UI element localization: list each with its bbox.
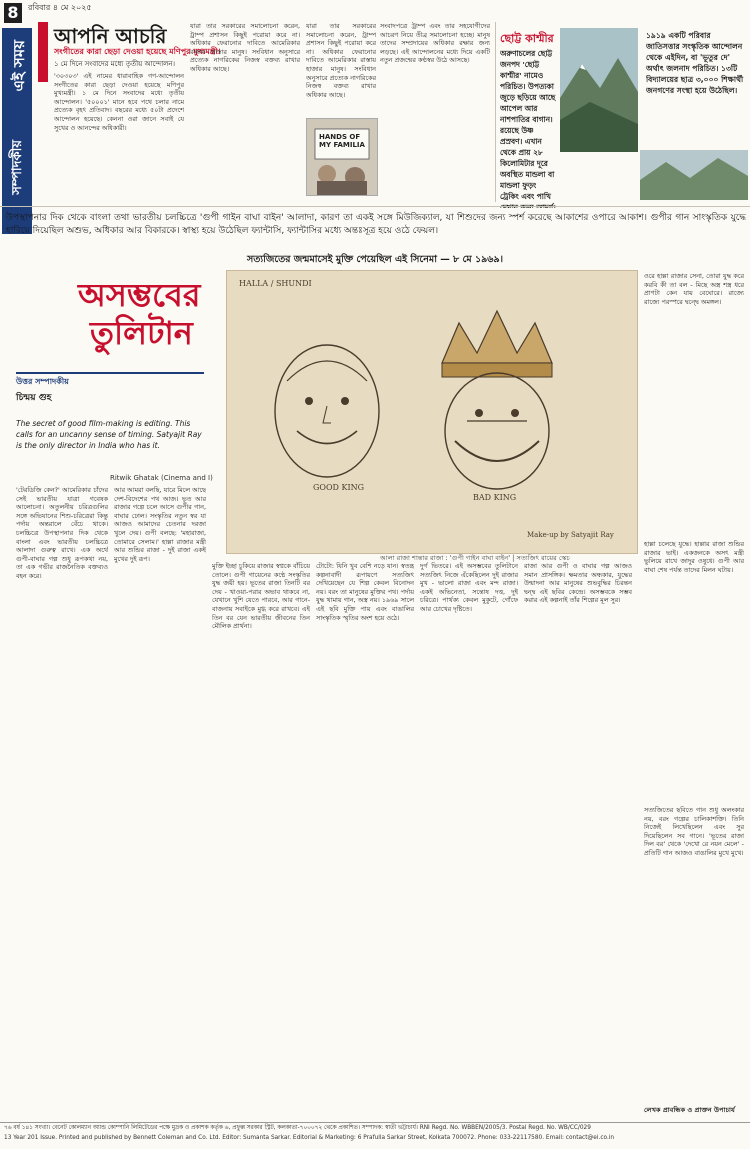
banner-tagline: সত্যজিতের জন্মমাসেই মুক্তি পেয়েছিল এই সিনেমা — ৮ মে ১৯৬৯।	[246, 254, 504, 265]
sidebar-text: অরুণাচলের ছোট্ট জনপদ 'ছোট্ট কাশ্মীর' নামেও পরিচিত। উপত্যকা জুড়ে ছড়িয়ে আছে আপেল আর নাশপাতির বাগান। রয়েছে উষ্ণ প্রস্রবণ। এখান থেকে প্রায় ২৮ কিলোমিটার দূরে অবস্থিত মান্ডলা বা মান্ডলা ফুড়ং ট্রেকিং এবং পাখি	[500, 49, 556, 201]
body-column-3: মুক্তি ইচ্ছা চুকিয়ে রাজার স্বপ্নকে বাঁচিয়ে তোলে। গুপী গায়েনের কণ্ঠে সংস্কৃতির যুদ্ধ জয়ী হয়। ভূতের রাজা তিনটি বর দেয় - খাওয়া-পরার অভাব থাকবে না, যেখানে খুশি যেতে পারবে, আর গানে-বাজনায় সবাইকে মুগ্ধ করে রাখবে। এই তিন বর যেন ভারতীয় জীবনের তিন মৌলিক প্রার্থনা।	[212, 562, 310, 631]
section-label: সম্পাদকীয়	[10, 140, 25, 195]
right-column-2: হাল্লা চলেছে যুদ্ধে। হাল্লার রাজা শুন্ডির রাজার ভাই। একজনকে অসৎ মন্ত্রী ভুলিয়ে রাখে জাদুর ওষুধে। গুপী আর বাঘা শেষ পর্যন্ত তাদের মিলন ঘটায়।	[644, 540, 744, 574]
top-subhead: সংগীতের কারা ছেড়া দেওয়া হয়েছে মণিপুর মুখ্যমন্ত্রী।	[54, 47, 221, 56]
top-headline: আপনি আচরি	[54, 24, 167, 48]
sketch-credit: Make-up by Satyajit Ray	[527, 531, 614, 539]
epigraph-attribution: Ritwik Ghatak (Cinema and I)	[110, 474, 213, 482]
landscape-photo-art	[640, 150, 748, 200]
body-column-1: 'টেরডিজি কেন?' আমেরিকার চাঁদের সেই ভারতীয় যাত্রা গবেষক আলোচনা। অতুলনীয় চরিত্রগুলির সঙ্গে অভিযানের শিশু-চরিত্রেরা কিন্তু পর্দায় অন্তরালে বেঁচে থাকে। চলচ্চিত্রে উপস্থাপনার দিক থেকে বাংলা এবং ভারতীয় চলচ্চিত্রে আলাদা গুরুত্ব রাখে। এক অর্থে গুপী-বাঘার গল্প শুধু রূপকথা নয়, তা এক গভীর রাজনৈতিক বক্তব্যও বহন করে।	[16, 486, 108, 580]
date-line: রবিবার ৪ মে ২০২৫	[28, 3, 92, 12]
sketch-label-top: HALLA / SHUNDI	[239, 279, 312, 288]
protest-photo	[306, 118, 378, 196]
body-column-6: রাজা আর গুপী ও বাঘার গল্প আজও সমান প্রাসঙ্গিক। ক্ষমতার অন্ধকার, যুদ্ধের উন্মাদনা আর মানুষের শুভবুদ্ধির চিরন্তন দ্বন্দ্ব এই ছবির কেন্দ্রে। অসম্ভবকে সম্ভব করার এই কল্পনাই তাঁর শিল্পের মূল সুর।	[524, 562, 632, 605]
article-title-line-2: তুলিটান	[90, 314, 193, 352]
top-column-1: '৩০৩০৩' এই নামের ধারাবাহিক গণ-আন্দোলন সংগীতের কারা ছেড়া দেওয়া হয়েছে মণিপুর মুখ্যমন্ত্রী। ১ মে দিনে সংবাদের মধ্যে তৃতীয় আন্দোলন। '৫০০০১' মানে হবে পথে চলার নামে প্রত্যেক বৃহৎ প্রতিবাদ। বছরের মধ্যে ৫০টা প্রদেশে আন্দোলন হয়েছে। কেননা ওরা জানে সবাই যে সুখের ও আনন্দের অধিকারী।	[54, 72, 184, 132]
page-number: 8	[4, 3, 22, 23]
protest-photo-art	[307, 119, 377, 195]
epigraph-quote: The secret of good film-making is editing. This calls for an uncanny sense of timing. Satyajit Ray is the only director in India who has it.	[16, 419, 202, 450]
brand-title: এই সময়	[10, 40, 28, 92]
right-column-1: ওরে হাল্লা রাজার সেনা, তোরা যুদ্ধ করে করবি কী তা বল - মিছে অস্ত্র শস্ত্র ধরে প্রাণটা কেন যায় বেঘোরে। রাজ্যে রাজ্যে পরস্পরে দ্বন্দ্বে অমঙ্গল।	[644, 272, 744, 306]
author-role: উত্তর সম্পাদকীয়	[16, 377, 69, 386]
footer-line-2: 13 Year 201 Issue. Printed and published by Bennett Coleman and Co. Ltd. Editor: Sumanta Sarkar. Editorial & Marketing: 6 Prafulla Sarkar Street, Kolkata 700072. Phone: 033-22117580. Email: contact@ei.co.in	[4, 1134, 615, 1141]
footer-line-1: ৭৬ বর্ষ ১৪১ সংখ্যা। বেনেট কোলম্যান অ্যান্ড কোম্পানি লিমিটেডের পক্ষে মুদ্রক ও প্রকাশক কর্তৃক ৬, প্রফুল্ল সরকার স্ট্রিট, কলকাতা-৭০০০৭২ থেকে প্রকাশিত। সম্পাদক: স্বাতী ভট্টাচার্য। RNI Regd. No. WBBEN/2005/3. Postal Regd. No. WB/CC/029	[4, 1125, 591, 1131]
top-subhead-2: ১ মে দিনে সংবাদের মধ্যে তৃতীয় আন্দোলন।	[54, 60, 176, 68]
red-accent-bar	[38, 22, 48, 82]
body-column-5: দুর্গ ভিতরে। এই অসম্ভবের তুলিটানে সত্যজিৎ নিজে এঁকেছিলেন দুই রাজার মুখ - ভালো রাজা এবং মন্দ রাজা। একই অভিনেতা, সন্তোষ দত্ত, দুই চরিত্রে। পার্থক্য কেবল মুকুটে, গোঁফে আর চোখের দৃষ্টিতে।	[420, 562, 518, 613]
footer	[0, 1122, 750, 1149]
top-column-2: যারা তার সরকারের সমালোচনা করেন, ট্রাম্প প্রশাসন কিছুই পরোয়া করে না। অধিকার ফেরানোর দাবিতে আমেরিকার রাস্তায় হাজার মানুষ। সংবিধান অনুসারে প্রত্যেক নাগরিকের নিজস্ব বক্তব্য রাখার অধিকার আছে।	[190, 22, 300, 73]
sidebar-label: ছোট্ট কাশ্মীর	[500, 32, 554, 45]
right-column-3: সত্যজিতের ছবিতে গান শুধু অলংকার নয়, বরং গল্পের চালিকাশক্তি। তিনি নিজেই লিখেছিলেন এবং সুর দিয়েছিলেন সব গানে। 'ভূতের রাজা দিল বর' থেকে 'দেখো রে নয়ন মেলে' - প্রতিটি গান আজও বাঙালির মুখে মুখে।	[644, 806, 744, 857]
banner-text: উপস্থাপনার দিক থেকে বাংলা তথা ভারতীয় চলচ্চিত্রে 'গুপী গাইন বাঘা বাইন' আলাদা, কারণ তা একই সঙ্গে মিউজিক্যাল, যা শিশুদের জন্য স্পর্শ করেছে আকাশের ওপারে আকাশ। গুপীর গান সাংস্কৃতিক যুদ্ধে হারিয়ে দিয়েছিল অশুভ, অধিকার আর বিকারকে। স্বাস্থ্য হয়ে উঠেছিল ফ্যান্টাসি, ফ্যান্টাসির মধ্যে অন্তঃসূত্র হয়ে ওঠে ফেয়ল।	[6, 213, 746, 236]
sketch-art	[227, 271, 637, 553]
landscape-photo	[640, 150, 748, 200]
body-column-2: আর আমরা বলছি, যারে মিলে আছে দেশ-বিদেশের পথ আজ। ভূত আর রাজার গল্পে চলে আসে গুপীর গান, বাঘার ঢোল। সংস্কৃতির নতুন স্বর যা আজও আমাদের চেতনার দরজা খুলে দেয়। গুপী বলছে: 'মহারাজা, তোমারে সেলাম।' হাল্লা রাজার মন্ত্রী আর শুন্ডির রাজা - দুই রাজা একই মুখের দুই রূপ।	[114, 486, 206, 563]
sketch-label-good: GOOD KING	[313, 483, 364, 492]
top-column-3: সংবাদপত্রে ট্রাম্প এবং তার সহযোগীদের আচরণ নিয়ে তীব্র সমালোচনা হচ্ছে। মানুষ তাদের সম্প্রদায়ের অধিকার রক্ষার জন্য লড়ছে। এই আন্দোলনের মধ্যে দিয়ে একটি নতুন প্রজন্মের কণ্ঠস্বর উঠে আসছে।	[380, 22, 490, 65]
author-name: চিন্ময় গুহ	[16, 393, 52, 403]
article-title	[78, 276, 218, 352]
author-tagline: লেখক প্রাবন্ধিক ও প্রাক্তন উপাচার্য	[644, 1106, 735, 1114]
sketch-caption: আলা রাজা শান্তার রাজা : 'গুপী গাইন বাঘা বাইন' | সত্যজিৎ রায়ের স্কেচ	[380, 554, 570, 562]
right-sidebar-text: ১৯১৯ একটি পরিবার জাতিসত্তার সংস্কৃতিক আন্দোলন থেকে এইদিন, বা 'ভূতুর দে' অর্থাৎ জলনাদ পরিচিত। ১৩টি বিদ্যালয়ের ছাত্র ৩,০০০ শিক্ষার্থী জনগণের সংস্থা হয়ে উঠেছিল।	[646, 31, 744, 95]
protest-sign: HANDS OF MY FAMILIA	[319, 133, 365, 149]
sketch-label-bad: BAD KING	[473, 493, 517, 502]
satyajit-sketch	[226, 270, 638, 554]
body-column-4: টোটো: যিনি খুব বেশি নড়ে যান। স্বতন্ত্র কল্পনাবাদী রূপায়ণে সত্যজিৎ দেখিয়েছেন যে শিল্প কেবল বিনোদন নয়। বরং তা মানুষের মুক্তির পথ। পর্দায় যুদ্ধ থামায় গান, অস্ত্র নয়। ১৯৬৯ সালে এই ছবি মুক্তি পায় এবং বাঙালির সাংস্কৃতিক স্মৃতির অংশ হয়ে ওঠে।	[316, 562, 414, 622]
article-title-line-1: অসম্ভবের	[78, 276, 201, 314]
mountain-photo-art	[560, 28, 638, 152]
mountain-photo	[560, 28, 638, 152]
top-column-2b: যারা তার সরকারের সমালোচনা করেন, ট্রাম্প প্রশাসন কিছুই পরোয়া করে না। অধিকার ফেরানোর দাবিতে আমেরিকার রাস্তায় হাজার মানুষ। সংবিধান অনুসারে প্রত্যেক নাগরিকের নিজস্ব বক্তব্য রাখার অধিকার আছে।	[306, 22, 376, 99]
